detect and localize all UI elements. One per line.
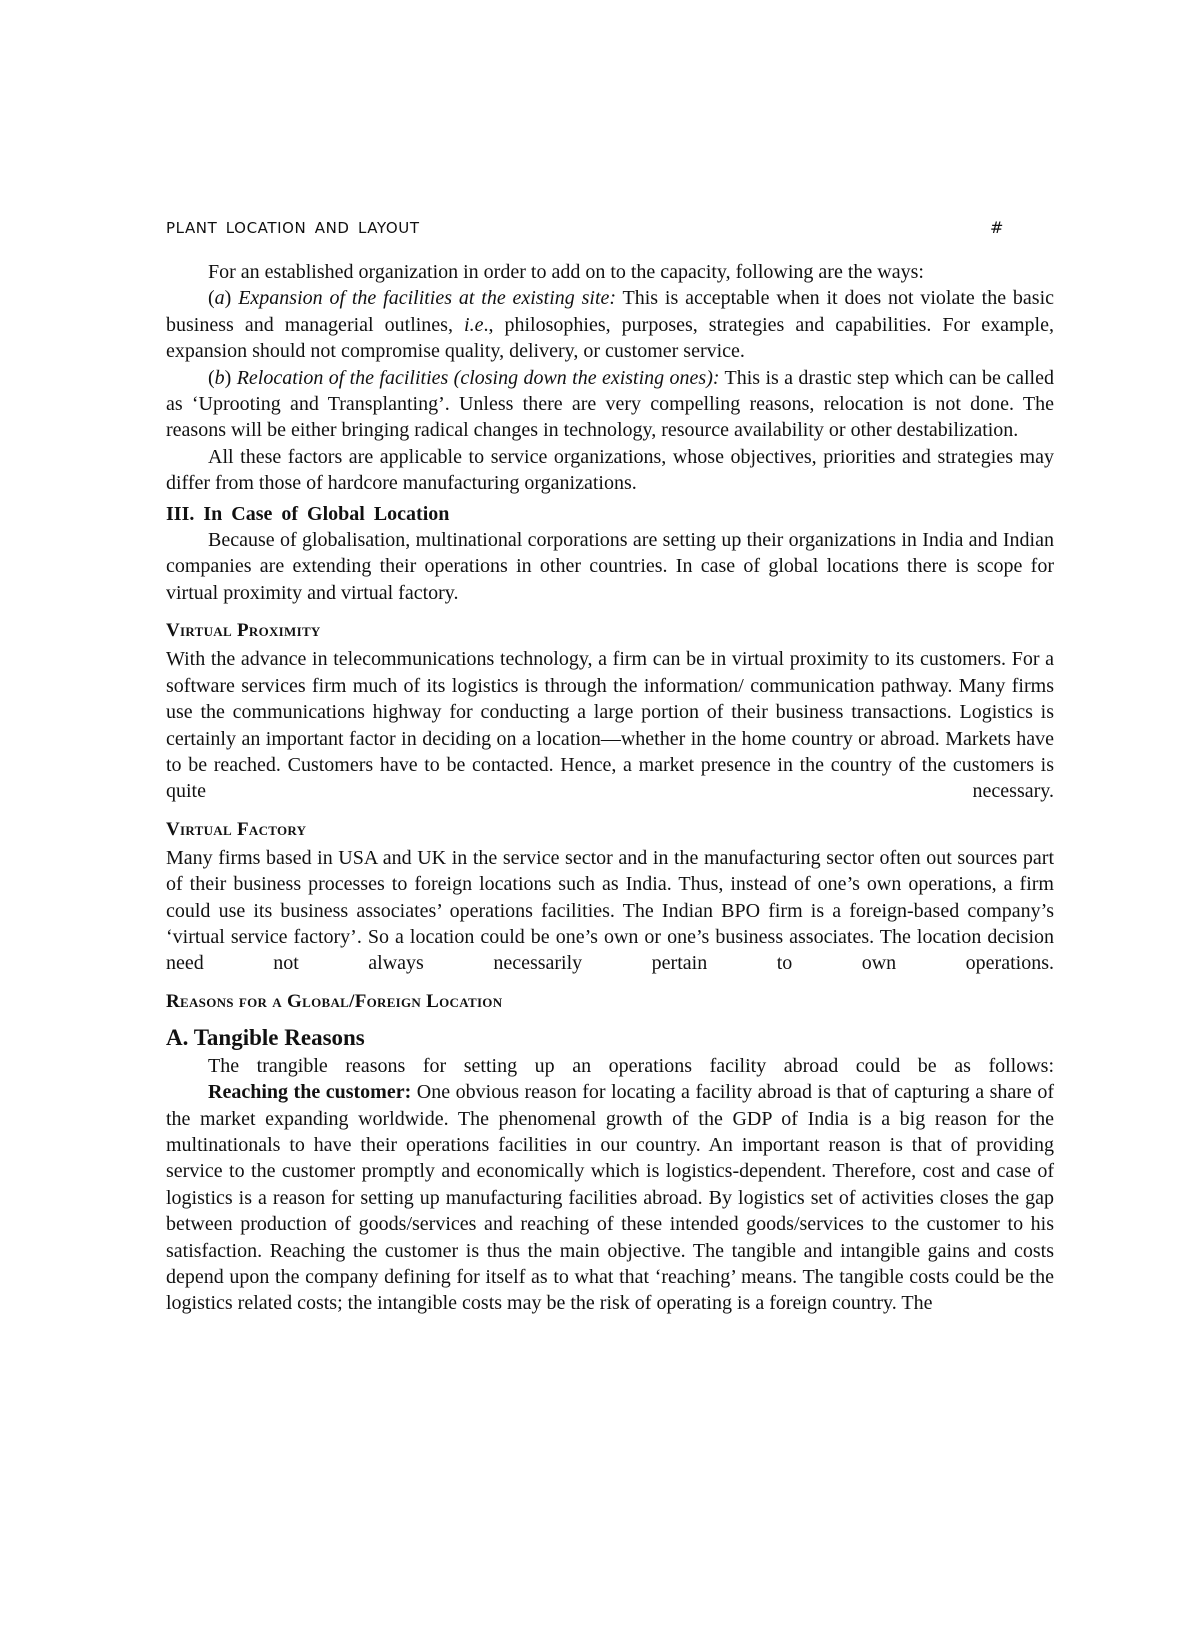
item-b-paragraph: (b) Relocation of the facilities (closing down the existing ones): This is a drastic step which can be called as ‘Uprooting and Transplanting’. Unless there are very compelling reasons, relocation is not done. The reasons will be either bringing radical changes in technology, resource availability or other destabilization. [166, 366, 1054, 442]
reaching-customer-label: Reaching the customer: [208, 1081, 412, 1104]
item-a-text-1: This is acceptable when it does not violate the basic business and managerial outlines, [166, 287, 1055, 336]
virtual-proximity-paragraph: With the advance in telecommunications technology, a firm can be in virtual proximity to its customers. For a software services firm much of its logistics is through the information/ communication pathway. Many firms use the communications highway for conducting a large portion of their business transactions. Logistics is certainly an important factor in deciding on a location—whether in the home country or abroad. Markets have to be reached. Customers have to be contacted. Hence, a market presence in the country of the customers is quite necessary. [166, 648, 1054, 803]
item-a-label: a [214, 287, 225, 310]
tangible-intro-paragraph: The trangible reasons for setting up an operations facility abroad could be as follows: [208, 1054, 1054, 1077]
item-a-ie: i.e [464, 313, 484, 336]
virtual-factory-paragraph: Many firms based in USA and UK in the service sector and in the manufacturing sector often out sources part of their business processes to foreign locations such as India. Thus, instead of one’s own operations, a firm could use its business associates’ operations facilities. The Indian BPO firm is a foreign-based company’s ‘virtual service factory’. So a location could be one’s own or one’s business associates. The location decision need not always necessarily pertain to own operations. [166, 846, 1054, 975]
running-title: PLANT LOCATION AND LAYOUT [166, 219, 420, 237]
item-b-text: This is a drastic step which can be called as ‘Uprooting and Transplanting’. Unless there are very compelling reasons, relocation is not done. The reasons will be either bringing radical changes in technology, resource availability or other destabilization. [166, 366, 1054, 442]
virtual-proximity-heading: Virtual Proximity [166, 620, 321, 642]
service-note-paragraph: All these factors are applicable to service organizations, whose objectives, priorities and strategies may differ from those of hardcore manufacturing organizations. [166, 445, 1054, 495]
reasons-heading: Reasons for a Global/Foreign Location [166, 990, 503, 1012]
virtual-factory-heading: Virtual Factory [166, 818, 307, 840]
running-header [166, 219, 1004, 237]
document-body [166, 259, 1054, 1317]
reaching-customer-paragraph [166, 1079, 1054, 1317]
intro-paragraph: For an established organization in order to add on to the capacity, following are the ways: [208, 261, 924, 283]
item-a-title: Expansion of the facilities at the existing site: [238, 287, 617, 310]
item-a-text-2: ., philosophies, purposes, strategies and capabilities. For example, expansion should not compromise quality, delivery, or customer service. [166, 313, 1054, 363]
global-location-paragraph: Because of globalisation, multinational corporations are setting up their organizations in India and Indian companies are extending their operations in other countries. In case of global locations there is scope for virtual proximity and virtual factory. [166, 529, 1054, 604]
tangible-reasons-heading: A. Tangible Reasons [166, 1024, 365, 1050]
reaching-customer-text: One obvious reason for locating a facility abroad is that of capturing a share of the market expanding worldwide. The phenomenal growth of the GDP of India is a big reason for the multinationals to have their operations facilities in our country. An important reason is that of providing service to the customer promptly and economically which is logistics-dependent. Therefore, cost and case of logistics is a reason for setting up manufacturing facilities abroad. By logistics set of activities closes the gap between production of goods/services and reaching of these intended goods/services to the customer to his satisfaction. Reaching the customer is thus the main objective. The tangible and intangible gains and costs depend upon the company defining for itself as to what that ‘reaching’ means. The tangible costs could be the logistics related costs; the intangible costs may be the risk of operating is a foreign country. The [166, 1081, 1054, 1315]
page-number: # [989, 218, 1004, 237]
item-b-title: Relocation of the facilities (closing down the existing ones): [236, 366, 720, 389]
item-a-paragraph: (a) Expansion of the facilities at the existing site: This is acceptable when it does not violate the basic business and managerial outlines, i.e., philosophies, purposes, strategies and capabilities. For example, expansion should not compromise quality, delivery, or customer service. [166, 287, 1055, 363]
item-b-label: b [214, 366, 225, 389]
global-location-heading: III. In Case of Global Location [166, 502, 450, 525]
